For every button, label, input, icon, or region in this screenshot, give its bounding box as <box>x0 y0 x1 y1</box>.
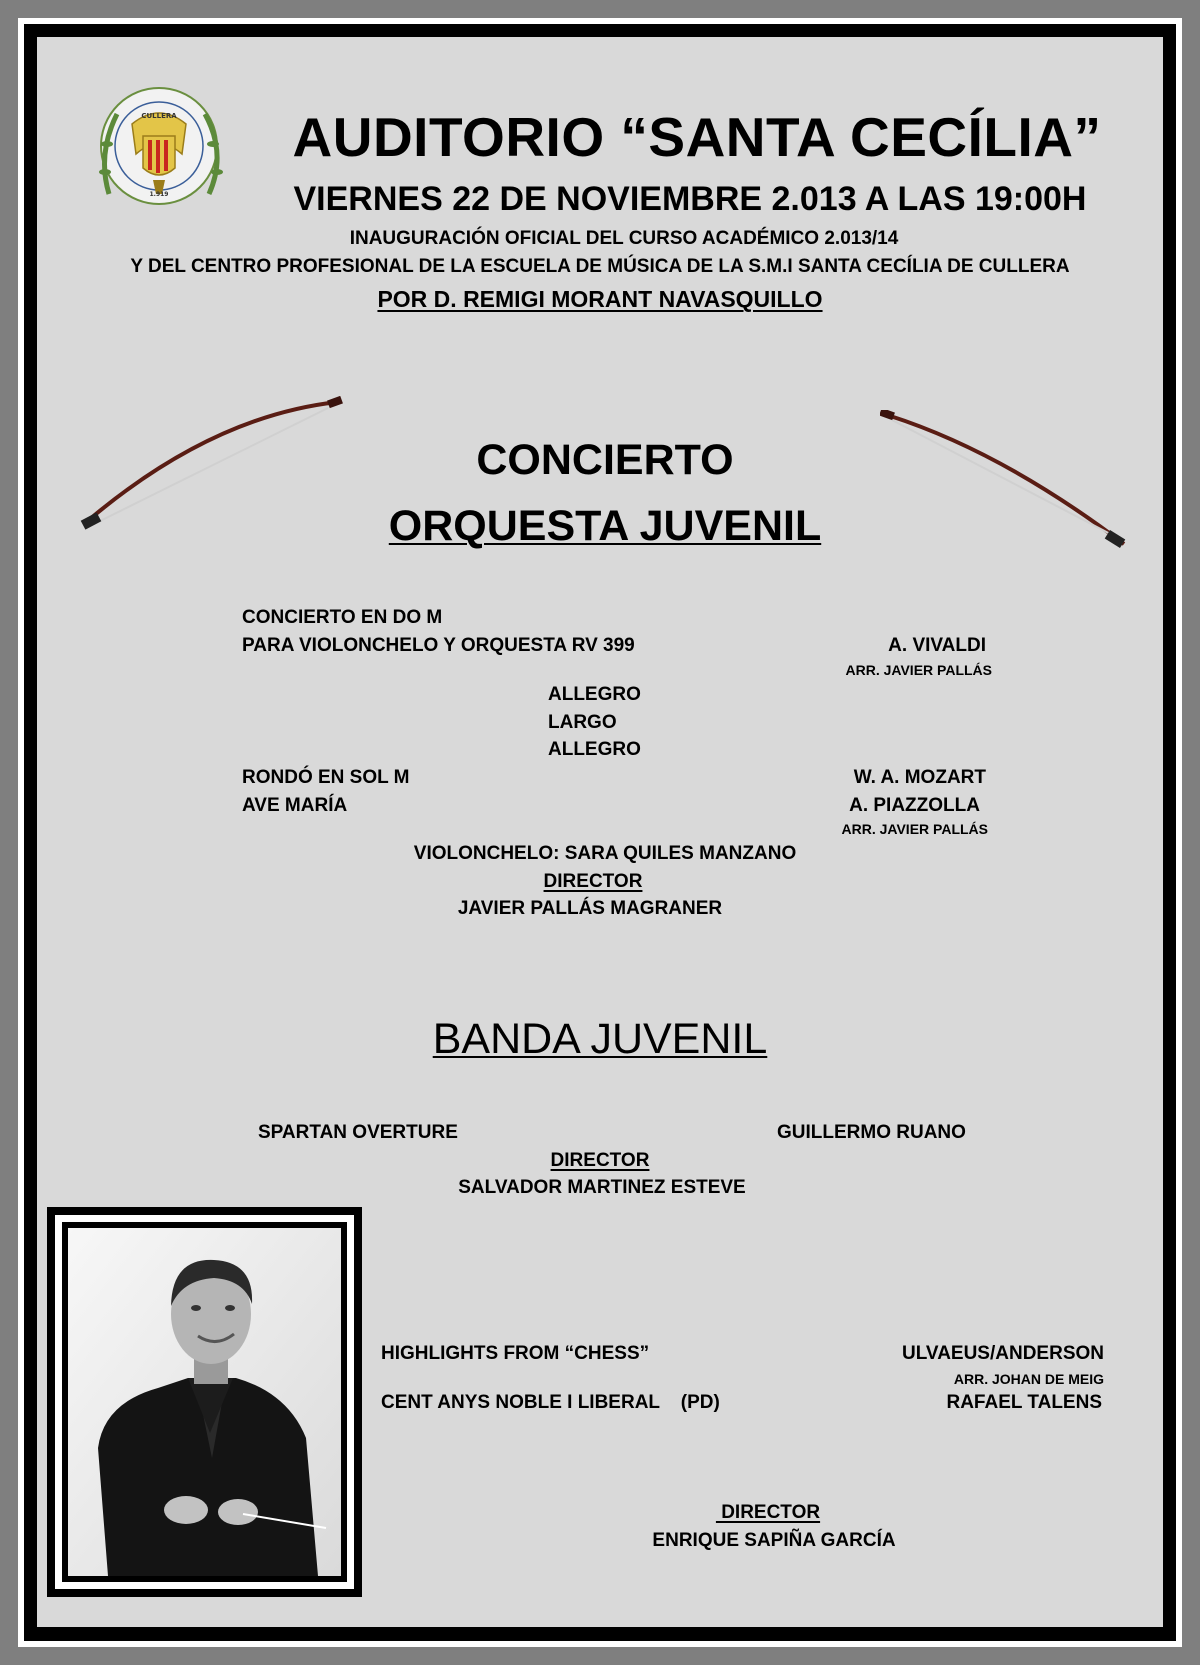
orquesta-composer-1: A. VIVALDI <box>888 635 986 656</box>
banda-piece-1: SPARTAN OVERTURE <box>258 1122 458 1143</box>
banda-director-2-label: DIRECTOR <box>715 1502 821 1523</box>
banda-composer-3: RAFAEL TALENS <box>946 1392 1102 1413</box>
orquesta-director-label: DIRECTOR <box>543 871 643 892</box>
inauguration-line-1: INAUGURACIÓN OFICIAL DEL CURSO ACADÉMICO 2.013/14 <box>349 228 899 249</box>
orquesta-arranger-3: ARR. JAVIER PALLÁS <box>841 821 988 837</box>
banda-director-1-label: DIRECTOR <box>550 1150 650 1171</box>
banda-director-1: SALVADOR MARTINEZ ESTEVE <box>458 1177 746 1198</box>
banda-title: BANDA JUVENIL <box>432 1015 768 1063</box>
logo-town: CULLERA <box>141 112 177 120</box>
society-logo-icon <box>87 84 237 214</box>
orquesta-piece-1-line-2: PARA VIOLONCHELO Y ORQUESTA RV 399 <box>242 635 635 656</box>
logo-year: 1.919 <box>149 191 169 198</box>
violin-bow-icon <box>80 396 350 536</box>
orquesta-composer-2: W. A. MOZART <box>853 767 986 788</box>
banda-composer-2: ULVAEUS/ANDERSON <box>902 1343 1104 1364</box>
orquesta-piece-3: AVE MARÍA <box>242 795 348 816</box>
orquesta-piece-1-line-1: CONCIERTO EN DO M <box>242 607 443 628</box>
inauguration-by: POR D. REMIGI MORANT NAVASQUILLO <box>377 286 823 312</box>
banda-composer-1: GUILLERMO RUANO <box>777 1122 966 1143</box>
violin-bow-icon <box>880 410 1130 550</box>
movement-1: ALLEGRO <box>548 684 641 705</box>
inauguration-line-2: Y DEL CENTRO PROFESIONAL DE LA ESCUELA DE MÚSICA DE LA S.M.I SANTA CECÍLIA DE CULLERA <box>130 256 1070 277</box>
movement-3: ALLEGRO <box>548 739 641 760</box>
movement-2: LARGO <box>548 712 617 733</box>
soloist: VIOLONCHELO: SARA QUILES MANZANO <box>413 843 797 864</box>
orquesta-piece-2: RONDÓ EN SOL M <box>242 767 410 788</box>
orquesta-arranger-1: ARR. JAVIER PALLÁS <box>845 662 992 678</box>
orquesta-director: JAVIER PALLÁS MAGRANER <box>457 898 723 919</box>
event-date: VIERNES 22 DE NOVIEMBRE 2.013 A LAS 19:00H <box>293 180 1087 218</box>
banda-arranger-2: ARR. JOHAN DE MEIG <box>953 1371 1104 1387</box>
banda-piece-3: CENT ANYS NOBLE I LIBERAL (PD) <box>381 1392 720 1413</box>
venue-title: AUDITORIO “SANTA CECÍLIA” <box>292 106 1102 168</box>
banda-director-2: ENRIQUE SAPIÑA GARCÍA <box>652 1530 896 1551</box>
orquesta-composer-3: A. PIAZZOLLA <box>849 795 980 816</box>
orquesta-title: ORQUESTA JUVENIL <box>388 502 822 550</box>
concert-heading: CONCIERTO <box>476 436 734 484</box>
banda-piece-2: HIGHLIGHTS FROM “CHESS” <box>381 1343 650 1364</box>
conductor-photo <box>68 1228 341 1576</box>
